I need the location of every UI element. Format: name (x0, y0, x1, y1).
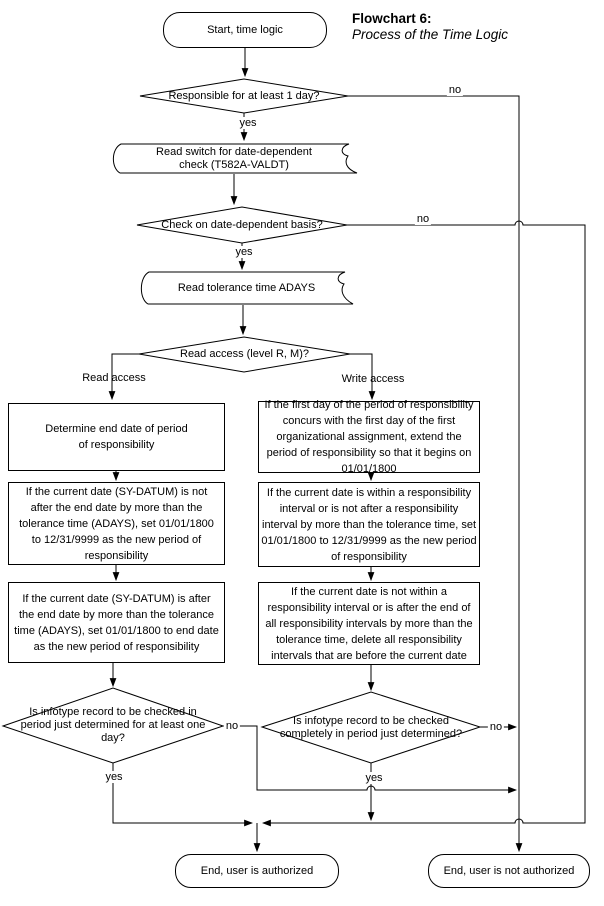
process-text: If the current date is not within a responsibility interval or is after the end of all responsibility intervals by more than the tolerance time, delete all responsibility intervals that are before the current date (265, 585, 473, 662)
process-text: If the current date (SY-DATUM) is not after the end date by more than the tolerance time (ADAYS), set 01/01/1800 to 12/31/9999 as the new period of responsibility (19, 485, 214, 562)
label-write-access: Write access (341, 373, 405, 385)
flowchart-subtitle: Process of the Time Logic (352, 27, 508, 42)
document-read-tolerance (141, 272, 353, 304)
decision-text: Is infotype record to be checked completely in period just determined? (279, 714, 463, 740)
flowchart-title: Flowchart 6: (352, 11, 432, 26)
label-no-d2: no (416, 213, 430, 225)
label-yes-d2: yes (235, 246, 253, 258)
decision-infotype-at-least-one-day (3, 688, 223, 763)
label-yes-d1: yes (239, 117, 257, 129)
decision-responsible-1-day (140, 79, 348, 113)
process-text: If the first day of the period of responsibility concurs with the first day of the first organizational assignment, extend the period of responsibility so that it begins on 01/01/1800 (264, 399, 474, 475)
terminal-end-not-authorized (428, 854, 590, 888)
document-read-switch (113, 144, 357, 173)
process-text: If the current date is within a responsibility interval or is not after a responsibility interval by more than the tolerance time, set 01/01/1800 to 12/31/9999 as the new period of responsibility (261, 486, 477, 563)
terminal-start-label: Start, time logic (207, 23, 283, 36)
process-extend-period (258, 401, 480, 473)
document-text: Read tolerance time ADAYS (177, 282, 316, 294)
label-no-d1: no (448, 84, 462, 96)
terminal-end-authorized-label: End, user is authorized (200, 864, 314, 877)
decision-read-access-level (139, 337, 350, 372)
process-text: If the current date (SY-DATUM) is after the end date by more than the tolerance time (ADAYS), set 01/01/1800 to end date as the new period of responsibility (14, 592, 219, 653)
process-text: Determine end date of period of responsibility (45, 423, 188, 451)
label-no-d5: no (489, 721, 503, 733)
document-text: Read switch for date-dependent check (T582A-VALDT) (156, 145, 312, 171)
process-current-date-after (8, 582, 225, 663)
label-no-d4: no (225, 720, 239, 732)
process-delete-intervals (258, 582, 480, 665)
edge-d4-yes-merge (113, 763, 252, 823)
decision-infotype-completely (262, 692, 480, 763)
terminal-start (163, 12, 327, 48)
decision-text: Check on date-dependent basis? (161, 218, 323, 231)
process-determine-end-date (8, 403, 225, 471)
terminal-end-not-authorized-label: End, user is not authorized (443, 864, 575, 877)
label-read-access: Read access (82, 372, 146, 384)
label-yes-d4: yes (105, 771, 123, 783)
process-within-interval (258, 482, 480, 567)
decision-text: Is infotype record to be checked in period just determined for at least one day? (20, 706, 206, 744)
terminal-end-authorized (175, 854, 339, 888)
decision-date-dependent (137, 207, 347, 243)
process-current-date-not-after (8, 482, 225, 565)
decision-text: Responsible for at least 1 day? (168, 89, 320, 102)
decision-text: Read access (level R, M)? (180, 348, 309, 360)
label-yes-d5: yes (365, 772, 383, 784)
